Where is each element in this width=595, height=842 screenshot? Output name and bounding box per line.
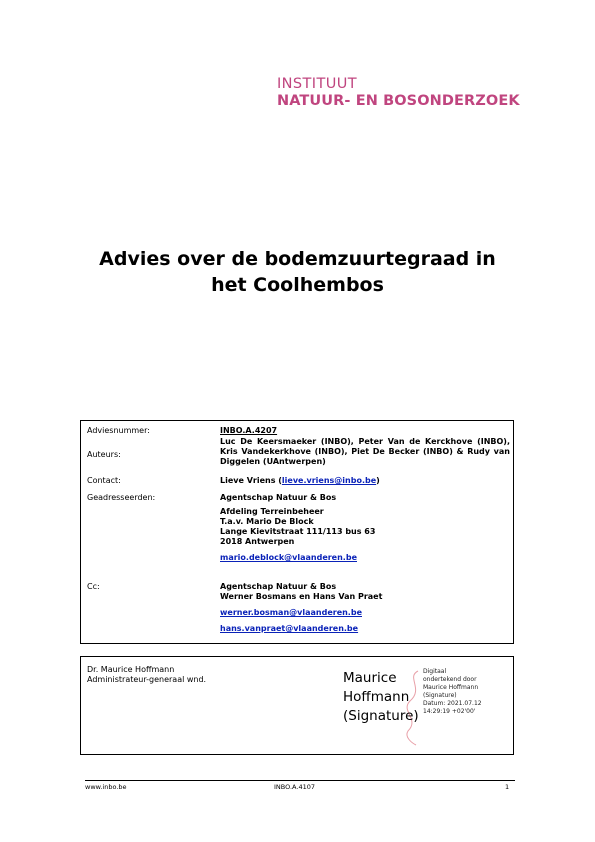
sig-detail: ondertekend door [423, 676, 477, 683]
cc-label: Cc: [87, 582, 100, 591]
signer-name: Dr. Maurice Hoffmann [87, 665, 175, 674]
geadresseerde-line: 2018 Antwerpen [220, 537, 295, 546]
sig-line: Hoffmann [343, 689, 410, 705]
sig-detail: Datum: 2021.07.12 [423, 700, 482, 707]
signer-role: Administrateur-generaal wnd. [87, 675, 207, 684]
document-title [60, 246, 535, 298]
sig-detail: 14:29:19 +02'00' [423, 708, 476, 715]
footer-page-number: 1 [505, 783, 510, 791]
geadresseerden-label: Geadresseerden: [87, 493, 156, 502]
signature-box [80, 656, 514, 755]
cc-line: Werner Bosmans en Hans Van Praet [220, 592, 383, 601]
geadresseerden-value [220, 493, 510, 563]
title-line-1: Advies over de bodemzuurtegraad in [99, 248, 496, 270]
digital-signature-details [423, 668, 482, 716]
geadresseerde-email-link[interactable]: mario.deblock@vlaanderen.be [220, 553, 357, 562]
title-line-2: het Coolhembos [211, 274, 384, 296]
auteurs-value: Luc De Keersmaeker (INBO), Peter Van de Kerckhove (INBO), Kris Vandekerkhove (INBO), Piet De Becker (INBO) & Rudy van Diggelen (UAntwerpen) [220, 437, 510, 466]
geadresseerde-line: T.a.v. Mario De Block [220, 517, 314, 526]
footer-reference: INBO.A.4107 [274, 783, 315, 791]
geadresseerde-line: Lange Kievitstraat 111/113 bus 63 [220, 527, 376, 536]
contact-email-link[interactable]: lieve.vriens@inbo.be [281, 476, 377, 485]
contact-name: Lieve Vriens ( [220, 476, 282, 485]
logo-line-1: INSTITUUT [277, 76, 358, 92]
footer-website: www.inbo.be [85, 783, 127, 791]
cc-email-link-2[interactable]: hans.vanpraet@vlaanderen.be [220, 624, 359, 633]
adviesnummer-label: Adviesnummer: [87, 426, 150, 435]
sig-line: (Signature) [343, 708, 419, 724]
sig-detail: Maurice Hoffmann [423, 684, 479, 691]
advice-info-table [80, 420, 514, 644]
adviesnummer-value: INBO.A.4207 [220, 426, 278, 435]
auteurs-label: Auteurs: [87, 450, 121, 459]
contact-value [220, 476, 510, 486]
sig-line: Maurice [343, 670, 397, 686]
cc-value [220, 582, 510, 634]
signer-info [87, 665, 206, 685]
inbo-logo [277, 76, 520, 110]
cc-line: Agentschap Natuur & Bos [220, 582, 337, 591]
contact-label: Contact: [87, 476, 121, 485]
digital-signature-name [343, 669, 419, 726]
sig-detail: (Signature) [423, 692, 457, 699]
cc-email-link-1[interactable]: werner.bosman@vlaanderen.be [220, 608, 362, 617]
geadresseerde-line: Afdeling Terreinbeheer [220, 507, 324, 516]
footer-divider [85, 780, 515, 781]
logo-line-2: NATUUR- EN BOSONDERZOEK [277, 93, 520, 109]
contact-close: ) [376, 476, 380, 485]
sig-detail: Digitaal [423, 668, 447, 675]
geadresseerde-line: Agentschap Natuur & Bos [220, 493, 337, 502]
